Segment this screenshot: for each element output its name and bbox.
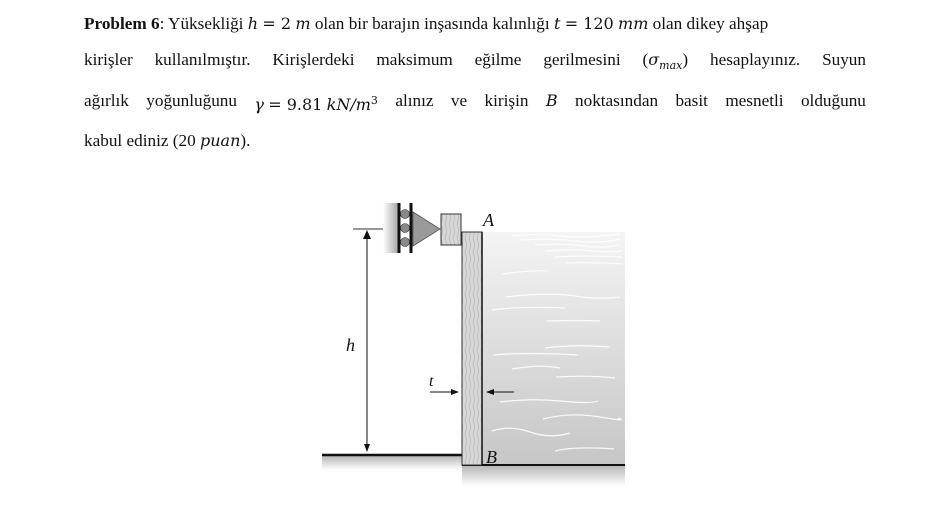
text-segment: olan dikey ahşap xyxy=(652,14,769,33)
text-segment: olan bir barajın inşasında kalınlığı xyxy=(314,14,550,33)
problem-line-1: Problem 6: Yüksekliği h = 2 m olan bir barajın inşasında kalınlığı t = 120 mm olan dikey ahşap xyxy=(84,14,769,33)
var-t: t xyxy=(553,14,561,33)
label-A: A xyxy=(483,210,494,230)
word: eğilme xyxy=(474,49,522,69)
word: ağırlık xyxy=(84,91,129,110)
gamma-value: = 9.81 xyxy=(268,95,323,114)
word: kirişler xyxy=(84,49,133,69)
roller-2 xyxy=(401,224,410,233)
word: alınız xyxy=(395,91,434,110)
unit-m: m xyxy=(295,14,311,33)
text-segment: ). xyxy=(240,130,251,150)
unit-mm: mm xyxy=(618,14,649,33)
word: Kirişlerdeki xyxy=(272,49,355,69)
label-t: t xyxy=(429,373,434,390)
word: hesaplayınız. xyxy=(709,49,801,69)
sigma-symbol: σ xyxy=(648,49,660,69)
ground-right xyxy=(462,466,625,486)
word: kullanılmıştır. xyxy=(154,49,251,69)
height-arrow-top-icon xyxy=(363,230,371,239)
ground-left xyxy=(322,456,462,470)
label-h: h xyxy=(346,335,355,355)
eq-t: = 120 xyxy=(564,14,614,33)
word: noktasından xyxy=(575,91,659,110)
gamma-unit: kN/m xyxy=(326,95,371,114)
text-segment: kabul ediniz (20 xyxy=(84,130,196,150)
roller-1 xyxy=(401,210,410,219)
eq-h: = 2 xyxy=(262,14,292,33)
pin-triangle xyxy=(413,212,440,246)
roller-3 xyxy=(401,238,410,247)
word: yoğunluğunu xyxy=(146,91,237,110)
problem-title: Problem 6 xyxy=(84,14,160,33)
word: kirişin xyxy=(484,91,529,110)
word: ve xyxy=(450,91,468,110)
sigma-max: $(\sigma_{max})$ xyxy=(642,49,689,72)
water-reservoir xyxy=(482,232,625,464)
text-segment: Yüksekliği xyxy=(168,14,244,33)
gamma-symbol: γ xyxy=(254,95,264,114)
word: Suyun xyxy=(822,49,866,69)
word: mesnetli xyxy=(725,91,784,110)
word: olduğunu xyxy=(800,91,866,110)
support-wall xyxy=(383,203,398,253)
unit-exponent: 3 xyxy=(370,94,378,107)
wooden-beam xyxy=(462,232,482,465)
point-b: B xyxy=(545,91,558,110)
top-block xyxy=(441,214,461,245)
word: basit xyxy=(675,91,708,110)
label-B: B xyxy=(486,447,497,467)
points-unit: puan xyxy=(199,130,241,150)
var-h: h xyxy=(247,14,259,33)
word: gerilmesini xyxy=(543,49,621,69)
sigma-subscript: max xyxy=(659,58,683,72)
word: maksimum xyxy=(376,49,453,69)
